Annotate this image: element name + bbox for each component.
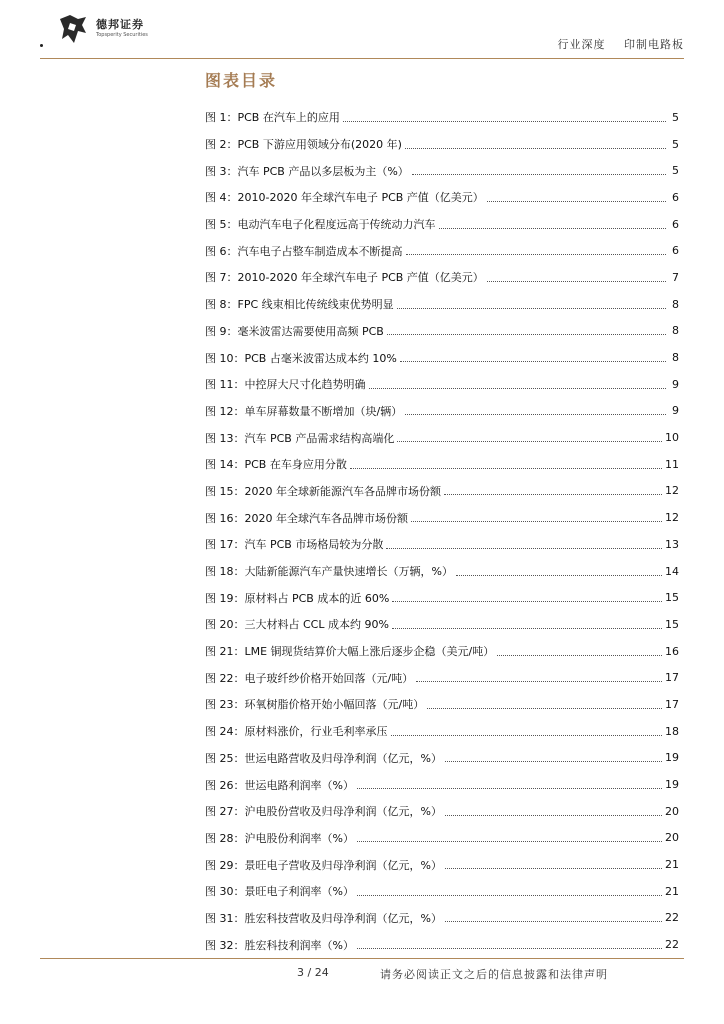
toc-entry[interactable] <box>205 851 679 878</box>
toc-entry-label: 图 17：汽车 PCB 市场格局较为分散 <box>205 538 384 552</box>
dot-leader <box>397 440 662 442</box>
toc-entry-page: 5 <box>672 137 679 151</box>
toc-entry-page: 12 <box>665 511 679 525</box>
toc-entry-label: 图 16：2020 年全球汽车各品牌市场份额 <box>205 511 408 525</box>
toc-entry-label: 图 12：单车屏幕数量不断增加（块/辆） <box>205 404 403 418</box>
toc-entry-label: 图 31：胜宏科技营收及归母净利润（亿元，%） <box>205 911 442 925</box>
toc-entry[interactable] <box>205 745 679 772</box>
toc-entry[interactable] <box>205 451 679 478</box>
toc-entry[interactable] <box>205 504 679 531</box>
toc-entry-page: 5 <box>672 164 679 178</box>
report-type-label: 行业深度 <box>557 38 606 51</box>
toc-entry[interactable] <box>205 825 679 852</box>
toc-entry-page: 22 <box>665 938 679 952</box>
footer-divider <box>40 958 684 959</box>
logo-text-en: Topsperity Securities <box>96 32 148 38</box>
figure-index-list <box>205 104 679 958</box>
toc-entry[interactable] <box>205 371 679 398</box>
toc-entry-label: 图 4：2010-2020 年全球汽车电子 PCB 产值（亿美元） <box>205 191 484 205</box>
toc-entry-label: 图 25：世运电路营收及归母净利润（亿元，%） <box>205 751 442 765</box>
dot-leader <box>497 654 662 656</box>
toc-entry-page: 14 <box>665 564 679 578</box>
toc-entry[interactable] <box>205 531 679 558</box>
toc-entry-page: 20 <box>665 804 679 818</box>
toc-entry-page: 6 <box>672 244 679 258</box>
toc-entry-label: 图 1：PCB 在汽车上的应用 <box>205 111 340 125</box>
toc-entry-page: 9 <box>672 377 679 391</box>
dot-leader <box>456 574 662 576</box>
toc-entry-label: 图 2：PCB 下游应用领域分布(2020 年) <box>205 138 402 152</box>
toc-entry-label: 图 8：FPC 线束相比传统线束优势明显 <box>205 298 394 312</box>
toc-entry[interactable] <box>205 478 679 505</box>
toc-entry-page: 7 <box>672 270 679 284</box>
dot-leader <box>387 333 666 335</box>
dot-leader <box>397 307 666 309</box>
dot-leader <box>445 760 662 762</box>
dot-leader <box>350 467 662 469</box>
disclaimer-note: 请务必阅读正文之后的信息披露和法律声明 <box>380 968 608 981</box>
toc-entry-page: 22 <box>665 911 679 925</box>
toc-entry[interactable] <box>205 878 679 905</box>
toc-entry[interactable] <box>205 398 679 425</box>
toc-entry-page: 17 <box>665 697 679 711</box>
toc-entry-page: 15 <box>665 617 679 631</box>
dot-leader <box>391 734 663 736</box>
dot-leader <box>343 120 666 122</box>
dot-leader <box>487 200 666 202</box>
toc-entry-label: 图 15：2020 年全球新能源汽车各品牌市场份额 <box>205 484 441 498</box>
toc-entry[interactable] <box>205 184 679 211</box>
toc-entry-label: 图 14：PCB 在车身应用分散 <box>205 458 347 472</box>
dot-leader <box>357 947 662 949</box>
dot-leader <box>357 894 662 896</box>
toc-entry-page: 18 <box>665 724 679 738</box>
dot-leader <box>392 627 662 629</box>
toc-entry-page: 19 <box>665 751 679 765</box>
toc-entry-page: 8 <box>672 351 679 365</box>
dot-leader <box>412 173 666 175</box>
toc-entry[interactable] <box>205 584 679 611</box>
toc-entry-page: 16 <box>665 644 679 658</box>
toc-entry-page: 6 <box>672 217 679 231</box>
toc-entry[interactable] <box>205 718 679 745</box>
dot-leader <box>406 253 667 255</box>
toc-entry-label: 图 3：汽车 PCB 产品以多层板为主（%） <box>205 164 409 178</box>
toc-entry-page: 13 <box>665 537 679 551</box>
toc-entry-label: 图 30：景旺电子利润率（%） <box>205 885 354 899</box>
toc-entry-label: 图 7：2010-2020 年全球汽车电子 PCB 产值（亿美元） <box>205 271 484 285</box>
toc-entry-label: 图 29：景旺电子营收及归母净利润（亿元，%） <box>205 858 442 872</box>
toc-entry-page: 6 <box>672 190 679 204</box>
toc-entry[interactable] <box>205 691 679 718</box>
dot-leader <box>416 680 662 682</box>
toc-entry[interactable] <box>205 344 679 371</box>
dot-leader <box>386 547 662 549</box>
toc-entry-page: 21 <box>665 858 679 872</box>
toc-entry-page: 12 <box>665 484 679 498</box>
dot-leader <box>357 840 662 842</box>
industry-label: 印制电路板 <box>624 38 684 51</box>
toc-entry[interactable] <box>205 611 679 638</box>
toc-entry-label: 图 23：环氧树脂价格开始小幅回落（元/吨） <box>205 698 425 712</box>
page-header <box>0 0 724 70</box>
toc-entry[interactable] <box>205 424 679 451</box>
toc-entry[interactable] <box>205 104 679 131</box>
toc-entry-label: 图 26：世运电路利润率（%） <box>205 778 354 792</box>
toc-entry[interactable] <box>205 558 679 585</box>
toc-entry[interactable] <box>205 771 679 798</box>
toc-entry-label: 图 11：中控屏大尺寸化趋势明确 <box>205 378 366 392</box>
section-title: 图表目录 <box>205 71 278 90</box>
dot-leader <box>369 387 667 389</box>
toc-entry-page: 5 <box>672 110 679 124</box>
toc-entry[interactable] <box>205 264 679 291</box>
dot-leader <box>357 787 662 789</box>
dot-leader <box>445 920 662 922</box>
toc-entry-label: 图 18：大陆新能源汽车产量快速增长（万辆，%） <box>205 565 453 579</box>
logo-icon <box>56 13 90 47</box>
toc-entry[interactable] <box>205 931 679 958</box>
bullet-dot <box>40 44 43 47</box>
dot-leader <box>411 520 662 522</box>
dot-leader <box>487 280 666 282</box>
toc-entry-label: 图 21：LME 铜现货结算价大幅上涨后逐步企稳（美元/吨） <box>205 645 495 659</box>
toc-entry-label: 图 10：PCB 占毫米波雷达成本约 10% <box>205 351 397 365</box>
toc-entry-page: 11 <box>665 457 679 471</box>
toc-entry-label: 图 13：汽车 PCB 产品需求结构高端化 <box>205 431 395 445</box>
dot-leader <box>405 413 666 415</box>
toc-entry-label: 图 6：汽车电子占整车制造成本不断提高 <box>205 244 403 258</box>
toc-entry[interactable] <box>205 157 679 184</box>
page-number: 3 / 24 <box>297 966 329 979</box>
company-logo <box>48 13 158 49</box>
dot-leader <box>445 867 662 869</box>
dot-leader <box>400 360 666 362</box>
toc-entry[interactable] <box>205 905 679 932</box>
toc-entry-label: 图 5：电动汽车电子化程度远高于传统动力汽车 <box>205 218 436 232</box>
toc-entry-page: 17 <box>665 671 679 685</box>
toc-entry[interactable] <box>205 131 679 158</box>
toc-entry-page: 8 <box>672 297 679 311</box>
toc-entry[interactable] <box>205 237 679 264</box>
toc-entry[interactable] <box>205 664 679 691</box>
toc-entry[interactable] <box>205 638 679 665</box>
toc-entry-label: 图 32：胜宏科技利润率（%） <box>205 938 354 952</box>
dot-leader <box>427 707 662 709</box>
toc-entry-label: 图 24：原材料涨价，行业毛利率承压 <box>205 725 388 739</box>
logo-text-cn: 德邦证券 <box>96 18 144 31</box>
toc-entry-label: 图 9：毫米波雷达需要使用高频 PCB <box>205 324 384 338</box>
toc-entry[interactable] <box>205 318 679 345</box>
toc-entry-page: 9 <box>672 404 679 418</box>
toc-entry-page: 20 <box>665 831 679 845</box>
toc-entry-page: 21 <box>665 884 679 898</box>
toc-entry-label: 图 20：三大材料占 CCL 成本约 90% <box>205 618 389 632</box>
toc-entry-label: 图 28：沪电股份利润率（%） <box>205 831 354 845</box>
toc-entry-page: 15 <box>665 591 679 605</box>
toc-entry[interactable] <box>205 211 679 238</box>
header-tags <box>544 36 685 52</box>
toc-entry-page: 19 <box>665 778 679 792</box>
toc-entry-page: 8 <box>672 324 679 338</box>
dot-leader <box>392 600 662 602</box>
toc-entry-label: 图 27：沪电股份营收及归母净利润（亿元，%） <box>205 805 442 819</box>
toc-entry-label: 图 22：电子玻纤纱价格开始回落（元/吨） <box>205 671 414 685</box>
dot-leader <box>445 814 662 816</box>
dot-leader <box>439 227 667 229</box>
header-divider <box>40 58 684 59</box>
toc-entry-page: 10 <box>665 431 679 445</box>
dot-leader <box>405 147 666 149</box>
toc-entry[interactable] <box>205 798 679 825</box>
toc-entry[interactable] <box>205 291 679 318</box>
dot-leader <box>444 493 662 495</box>
toc-entry-label: 图 19：原材料占 PCB 成本的近 60% <box>205 591 390 605</box>
